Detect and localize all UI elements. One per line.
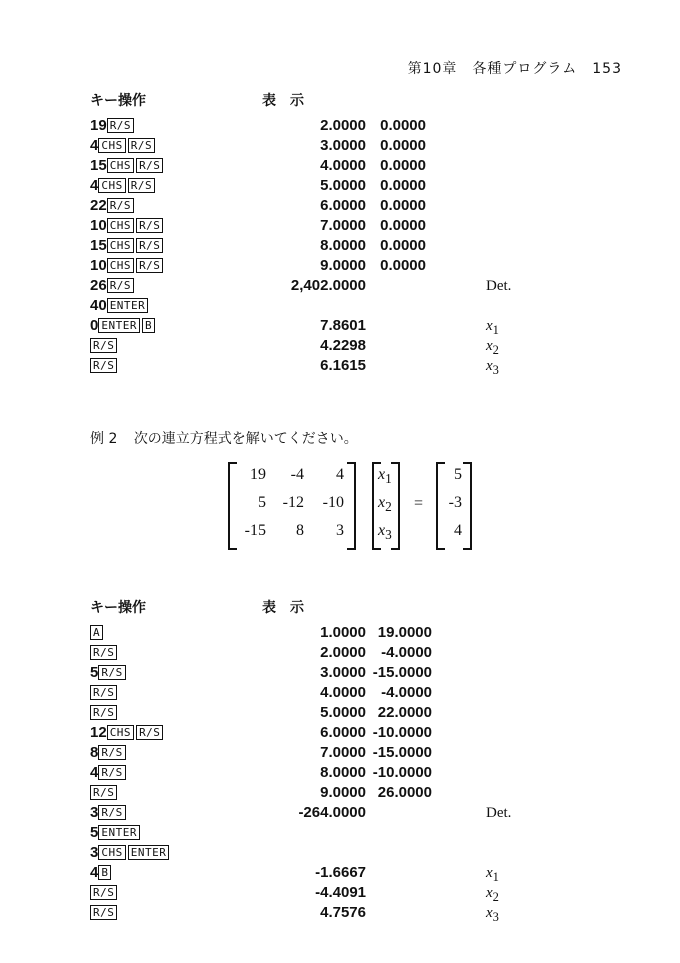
display-value-2: 0.0000 (380, 117, 426, 134)
result-label: $x_1$ (486, 318, 499, 337)
table1-col-display: 表 示 (262, 93, 304, 109)
matrix-cell: 19 (250, 466, 266, 483)
entered-number: 26 (90, 277, 107, 294)
page-header: 第10章 各種プログラム 153 (407, 61, 622, 77)
display-value-1: 6.0000 (320, 724, 366, 741)
display-value-1: 7.0000 (320, 744, 366, 761)
display-value-1: 6.1615 (320, 357, 366, 374)
calculator-key: R/S (98, 805, 125, 820)
calculator-key: CHS (98, 178, 125, 193)
calculator-key: R/S (90, 338, 117, 353)
matrix-cell: 8 (296, 522, 304, 539)
key-sequence (90, 663, 128, 683)
table-row (90, 723, 630, 743)
display-value-1: 2,402.0000 (290, 277, 366, 294)
calculator-key: CHS (98, 845, 125, 860)
table-row (90, 703, 630, 723)
display-value-1: 3.0000 (320, 137, 366, 154)
calculator-key: CHS (107, 238, 134, 253)
table-row (90, 156, 630, 176)
key-sequence (90, 176, 157, 196)
entered-number: 4 (90, 864, 99, 881)
calculator-key: R/S (136, 725, 163, 740)
constant-cell: 4 (454, 522, 462, 539)
entered-number: 4 (90, 137, 99, 154)
display-value-2: -10.0000 (372, 764, 432, 781)
key-sequence (90, 783, 119, 803)
matrix-cell: -10 (322, 494, 344, 511)
entered-number: 10 (90, 257, 107, 274)
display-value-1: 2.0000 (320, 117, 366, 134)
calculator-key: CHS (107, 218, 134, 233)
table-row (90, 663, 630, 683)
result-label: $x_2$ (486, 885, 499, 904)
display-value-1: 2.0000 (320, 644, 366, 661)
key-sequence (90, 196, 136, 216)
calculator-key: CHS (107, 725, 134, 740)
entered-number: 4 (90, 177, 99, 194)
key-sequence (90, 116, 136, 136)
table-row (90, 863, 630, 883)
calculator-key: ENTER (98, 825, 140, 840)
calculator-key: R/S (90, 885, 117, 900)
entered-number: 3 (90, 804, 99, 821)
calculator-key: B (142, 318, 155, 333)
key-sequence (90, 256, 165, 276)
unknown-cell: $x_3$ (378, 522, 392, 543)
matrix-cell: -15 (244, 522, 266, 539)
calculator-key: R/S (98, 665, 125, 680)
display-value-1: 5.0000 (320, 704, 366, 721)
display-value-1: 7.0000 (320, 217, 366, 234)
key-sequence (90, 843, 171, 863)
calculator-key: ENTER (128, 845, 170, 860)
table-row (90, 803, 630, 823)
entered-number: 40 (90, 297, 107, 314)
table-row (90, 843, 630, 863)
table-row (90, 216, 630, 236)
entered-number: 10 (90, 217, 107, 234)
calculator-key: R/S (90, 785, 117, 800)
display-value-1: -1.6667 (315, 864, 366, 881)
example-label: 例 2 (90, 431, 118, 447)
key-sequence (90, 743, 128, 763)
key-sequence (90, 763, 128, 783)
table-row (90, 176, 630, 196)
table-row (90, 356, 630, 376)
key-sequence (90, 136, 157, 156)
table-row (90, 336, 630, 356)
display-value-2: -10.0000 (372, 724, 432, 741)
display-value-2: -15.0000 (372, 744, 432, 761)
constants-vector (436, 462, 472, 546)
calculator-key: R/S (98, 765, 125, 780)
entered-number: 5 (90, 664, 99, 681)
calculator-key: A (90, 625, 103, 640)
result-label: $x_2$ (486, 338, 499, 357)
calculator-key: CHS (107, 158, 134, 173)
table-row (90, 883, 630, 903)
display-value-1: -4.4091 (315, 884, 366, 901)
calculator-key: R/S (90, 705, 117, 720)
display-value-2: 0.0000 (380, 177, 426, 194)
result-label: $x_3$ (486, 358, 499, 377)
table-row (90, 903, 630, 923)
calculator-key: R/S (128, 178, 155, 193)
entered-number: 22 (90, 197, 107, 214)
key-sequence (90, 723, 165, 743)
table2-col-keys: キー操作 (90, 600, 146, 616)
key-sequence (90, 336, 119, 356)
display-value-1: 1.0000 (320, 624, 366, 641)
display-value-1: 9.0000 (320, 257, 366, 274)
display-value-1: 6.0000 (320, 197, 366, 214)
calculator-key: R/S (136, 218, 163, 233)
table-row (90, 256, 630, 276)
entered-number: 8 (90, 744, 99, 761)
result-label: Det. (486, 278, 512, 294)
key-sequence (90, 236, 165, 256)
entered-number: 0 (90, 317, 99, 334)
key-sequence (90, 276, 136, 296)
unknown-cell: $x_2$ (378, 494, 392, 515)
entered-number: 5 (90, 824, 99, 841)
calculator-key: ENTER (98, 318, 140, 333)
table-row (90, 643, 630, 663)
key-sequence (90, 823, 142, 843)
entered-number: 15 (90, 237, 107, 254)
table2-col-display: 表 示 (262, 600, 304, 616)
key-sequence (90, 356, 119, 376)
key-sequence-table-1 (90, 116, 630, 376)
key-sequence-table-2 (90, 623, 630, 923)
table-row (90, 276, 630, 296)
display-value-2: 0.0000 (380, 237, 426, 254)
key-sequence (90, 156, 165, 176)
table-row (90, 296, 630, 316)
unknowns-vector (372, 462, 400, 546)
constant-cell: 5 (454, 466, 462, 483)
matrix-cell: 5 (258, 494, 266, 511)
calculator-key: ENTER (107, 298, 149, 313)
key-sequence (90, 703, 119, 723)
equals-sign: = (414, 495, 424, 512)
calculator-key: R/S (90, 358, 117, 373)
example-text: 次の連立方程式を解いてください。 (133, 431, 358, 447)
calculator-key: R/S (90, 685, 117, 700)
display-value-2: -4.0000 (381, 684, 432, 701)
entered-number: 3 (90, 844, 99, 861)
key-sequence (90, 903, 119, 923)
key-sequence (90, 296, 150, 316)
table-row (90, 116, 630, 136)
display-value-1: -264.0000 (298, 804, 366, 821)
display-value-1: 8.0000 (320, 764, 366, 781)
coefficient-matrix (228, 462, 356, 546)
key-sequence (90, 883, 119, 903)
key-sequence (90, 316, 157, 336)
calculator-key: R/S (136, 158, 163, 173)
table-row (90, 823, 630, 843)
entered-number: 12 (90, 724, 107, 741)
matrix-cell: 4 (336, 466, 344, 483)
display-value-1: 4.0000 (320, 157, 366, 174)
table-row (90, 743, 630, 763)
calculator-key: R/S (136, 238, 163, 253)
calculator-key: R/S (90, 905, 117, 920)
display-value-2: 0.0000 (380, 217, 426, 234)
display-value-2: 0.0000 (380, 157, 426, 174)
entered-number: 4 (90, 764, 99, 781)
display-value-2: 22.0000 (377, 704, 432, 721)
matrix-cell: -4 (290, 466, 304, 483)
calculator-key: CHS (98, 138, 125, 153)
result-label: Det. (486, 805, 512, 821)
table-row (90, 783, 630, 803)
key-sequence (90, 683, 119, 703)
calculator-key: CHS (107, 258, 134, 273)
table-row (90, 763, 630, 783)
unknown-cell: $x_1$ (378, 466, 392, 487)
key-sequence (90, 863, 113, 883)
table-row (90, 316, 630, 336)
matrix-cell: 3 (336, 522, 344, 539)
table-row (90, 196, 630, 216)
display-value-1: 4.7576 (320, 904, 366, 921)
result-label: $x_3$ (486, 905, 499, 924)
display-value-1: 3.0000 (320, 664, 366, 681)
key-sequence (90, 803, 128, 823)
display-value-2: 0.0000 (380, 197, 426, 214)
display-value-2: -4.0000 (381, 644, 432, 661)
display-value-2: 0.0000 (380, 137, 426, 154)
calculator-key: R/S (98, 745, 125, 760)
key-sequence (90, 643, 119, 663)
display-value-1: 7.8601 (320, 317, 366, 334)
table-row (90, 236, 630, 256)
table-row (90, 136, 630, 156)
example-2-heading (90, 428, 358, 448)
calculator-key: R/S (128, 138, 155, 153)
calculator-key: R/S (136, 258, 163, 273)
display-value-1: 8.0000 (320, 237, 366, 254)
key-sequence (90, 216, 165, 236)
calculator-key: B (98, 865, 111, 880)
table-row (90, 683, 630, 703)
key-sequence (90, 623, 105, 643)
calculator-key: R/S (107, 198, 134, 213)
table-row (90, 623, 630, 643)
calculator-key: R/S (107, 278, 134, 293)
display-value-1: 4.2298 (320, 337, 366, 354)
display-value-1: 5.0000 (320, 177, 366, 194)
display-value-1: 9.0000 (320, 784, 366, 801)
calculator-key: R/S (107, 118, 134, 133)
display-value-2: 19.0000 (377, 624, 432, 641)
result-label: $x_1$ (486, 865, 499, 884)
constant-cell: -3 (448, 494, 462, 511)
display-value-2: 0.0000 (380, 257, 426, 274)
calculator-key: R/S (90, 645, 117, 660)
display-value-2: -15.0000 (372, 664, 432, 681)
display-value-2: 26.0000 (377, 784, 432, 801)
entered-number: 15 (90, 157, 107, 174)
table1-col-keys: キー操作 (90, 93, 146, 109)
entered-number: 19 (90, 117, 107, 134)
matrix-cell: -12 (282, 494, 304, 511)
display-value-1: 4.0000 (320, 684, 366, 701)
